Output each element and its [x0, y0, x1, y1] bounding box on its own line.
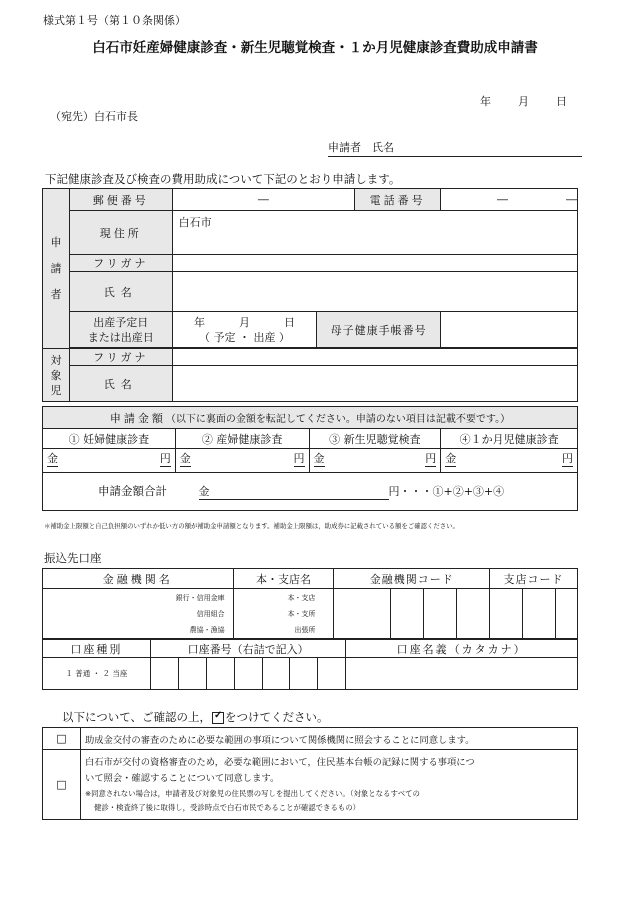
address-input[interactable]: 白石市: [172, 211, 577, 255]
intro-text: 下記健康診査及び検査の費用助成について下記のとおり申請します。: [45, 172, 401, 186]
total-amount-row[interactable]: [43, 473, 578, 511]
handbook-label: 母子健康手帳番号: [317, 312, 441, 348]
postal-input[interactable]: ―: [172, 189, 355, 211]
account-digit-7[interactable]: [318, 658, 346, 690]
bank-name-header: 金融機関名: [43, 569, 234, 589]
child-name-label: 氏名: [69, 366, 172, 402]
branch-code-digit-3[interactable]: [555, 589, 577, 639]
bank-code-header: 金融機関コード: [334, 569, 490, 589]
account-digit-1[interactable]: [150, 658, 178, 690]
consent-item-1: 助成金交付の審査のために必要な範囲の事項について関係機関に照会することに同意します。: [80, 728, 577, 750]
applicant-group-label: 申 請 者: [43, 189, 70, 349]
consent-item-2-line2: いて照会・確認することについて同意します。: [84, 772, 280, 784]
account-digit-5[interactable]: [262, 658, 290, 690]
consent-item-2-line1: 白石市が交付の資格審査のため，必要な範囲において，住民基本台帳の記録に関する事項につ: [84, 756, 475, 768]
bank-code-digit-3[interactable]: [424, 589, 457, 639]
item-one-month-amount[interactable]: 金 円: [441, 449, 578, 473]
item-newborn-hearing-amount[interactable]: 金 円: [309, 449, 441, 473]
total-amount-line[interactable]: 金: [199, 483, 389, 500]
child-name-input[interactable]: [172, 366, 577, 402]
phone-label: 電話番号: [355, 189, 441, 211]
address-label: 現住所: [69, 211, 172, 255]
consent-item-2-note1: ※同意されない場合は，申請者及び対象児の住民票の写しを提出してください。（対象となるすべての: [84, 788, 420, 798]
child-furigana-label: フリガナ: [69, 349, 172, 366]
applicant-furigana-label: フリガナ: [69, 255, 172, 272]
applicant-name-input[interactable]: [172, 272, 577, 312]
branch-name-header: 本・支店名: [233, 569, 334, 589]
consent-checkbox-2[interactable]: □: [43, 750, 81, 820]
date-day-label: 日: [556, 95, 567, 108]
consent-checkbox-1[interactable]: □: [43, 728, 81, 750]
item-prenatal-amount[interactable]: 金 円: [43, 449, 176, 473]
bank-section-title: 振込先口座: [44, 551, 102, 565]
consent-item-2: [80, 750, 577, 820]
account-table: [42, 639, 578, 690]
account-type-header: 口座種別: [43, 640, 151, 658]
total-label: 申請金額合計: [98, 484, 167, 498]
page-title: 白石市妊産婦健康診査・新生児聴覚検査・１か月児健康診査費助成申請書: [92, 40, 538, 56]
date-month-label: 月: [518, 95, 529, 108]
addressee: （宛先）白石市長: [50, 110, 138, 123]
applicant-name-label: 申請者 氏名: [328, 141, 394, 154]
bank-table: [42, 568, 578, 639]
child-furigana-input[interactable]: [172, 349, 577, 366]
bank-code-digit-2[interactable]: [391, 589, 424, 639]
branch-code-digit-2[interactable]: [523, 589, 556, 639]
branch-code-header: 支店コード: [490, 569, 578, 589]
total-formula: ①+②+③+④: [432, 485, 505, 498]
item-postpartum-label: ② 産婦健康診査: [175, 429, 309, 449]
due-date-label: 出産予定日 または出産日: [69, 312, 172, 348]
account-digit-2[interactable]: [178, 658, 206, 690]
total-yen: 円・・・: [388, 485, 433, 498]
bank-code-digit-4[interactable]: [457, 589, 490, 639]
bank-code-digit-1[interactable]: [334, 589, 391, 639]
item-prenatal-label: ① 妊婦健康診査: [43, 429, 176, 449]
item-newborn-hearing-label: ③ 新生児聴覚検査: [309, 429, 441, 449]
bank-name-input[interactable]: 銀行・信用金庫 信用組合 農協・漁協: [43, 589, 234, 639]
account-type-input[interactable]: １ 普通 ・ ２ 当座: [43, 658, 151, 690]
amount-header: 申請金額（以下に裏面の金額を転記してください。申請のない項目は記載不要です。）: [43, 407, 578, 429]
checkmark-icon: ✓: [212, 712, 224, 724]
applicant-table: [42, 188, 578, 402]
account-name-input[interactable]: [346, 658, 578, 690]
postal-label: 郵便番号: [69, 189, 172, 211]
account-digit-4[interactable]: [234, 658, 262, 690]
account-number-header: 口座番号（右詰で記入）: [150, 640, 346, 658]
item-one-month-label: ④１か月児健康診査: [441, 429, 578, 449]
date-year-label: 年: [480, 95, 491, 108]
due-date-input[interactable]: 年 月 日 （ 予定 ・ 出産 ）: [172, 312, 317, 348]
applicant-furigana-input[interactable]: [172, 255, 577, 272]
handbook-input[interactable]: [440, 312, 577, 348]
applicant-name-label-cell: 氏名: [69, 272, 172, 312]
account-name-header: 口座名義（カタカナ）: [346, 640, 578, 658]
consent-item-2-note2: 健診・検査終了後に取得し，受診時点で白石市民であることが確認できるもの）: [93, 802, 361, 812]
form-number: 様式第１号（第１０条関係）: [43, 14, 186, 27]
footnote: ＊補助金上限額と自己負担額のいずれか低い方の額が補助金申請額となります。補助金上限額は，助成券に記載されている額をご確認ください。: [44, 522, 459, 530]
applicant-name-line[interactable]: [328, 139, 582, 157]
item-postpartum-amount[interactable]: 金 円: [175, 449, 309, 473]
branch-name-input[interactable]: 本・支店 本・支所 出張所: [233, 589, 334, 639]
branch-code-digit-1[interactable]: [490, 589, 523, 639]
amount-table: [42, 406, 578, 511]
phone-input[interactable]: ― ―: [440, 189, 577, 211]
account-digit-3[interactable]: [206, 658, 234, 690]
consent-intro: 以下について、ご確認の上， ✓ をつけてください。: [62, 710, 329, 724]
account-digit-6[interactable]: [290, 658, 318, 690]
consent-table: [42, 727, 578, 820]
child-group-label: 対 象 児: [43, 349, 70, 402]
